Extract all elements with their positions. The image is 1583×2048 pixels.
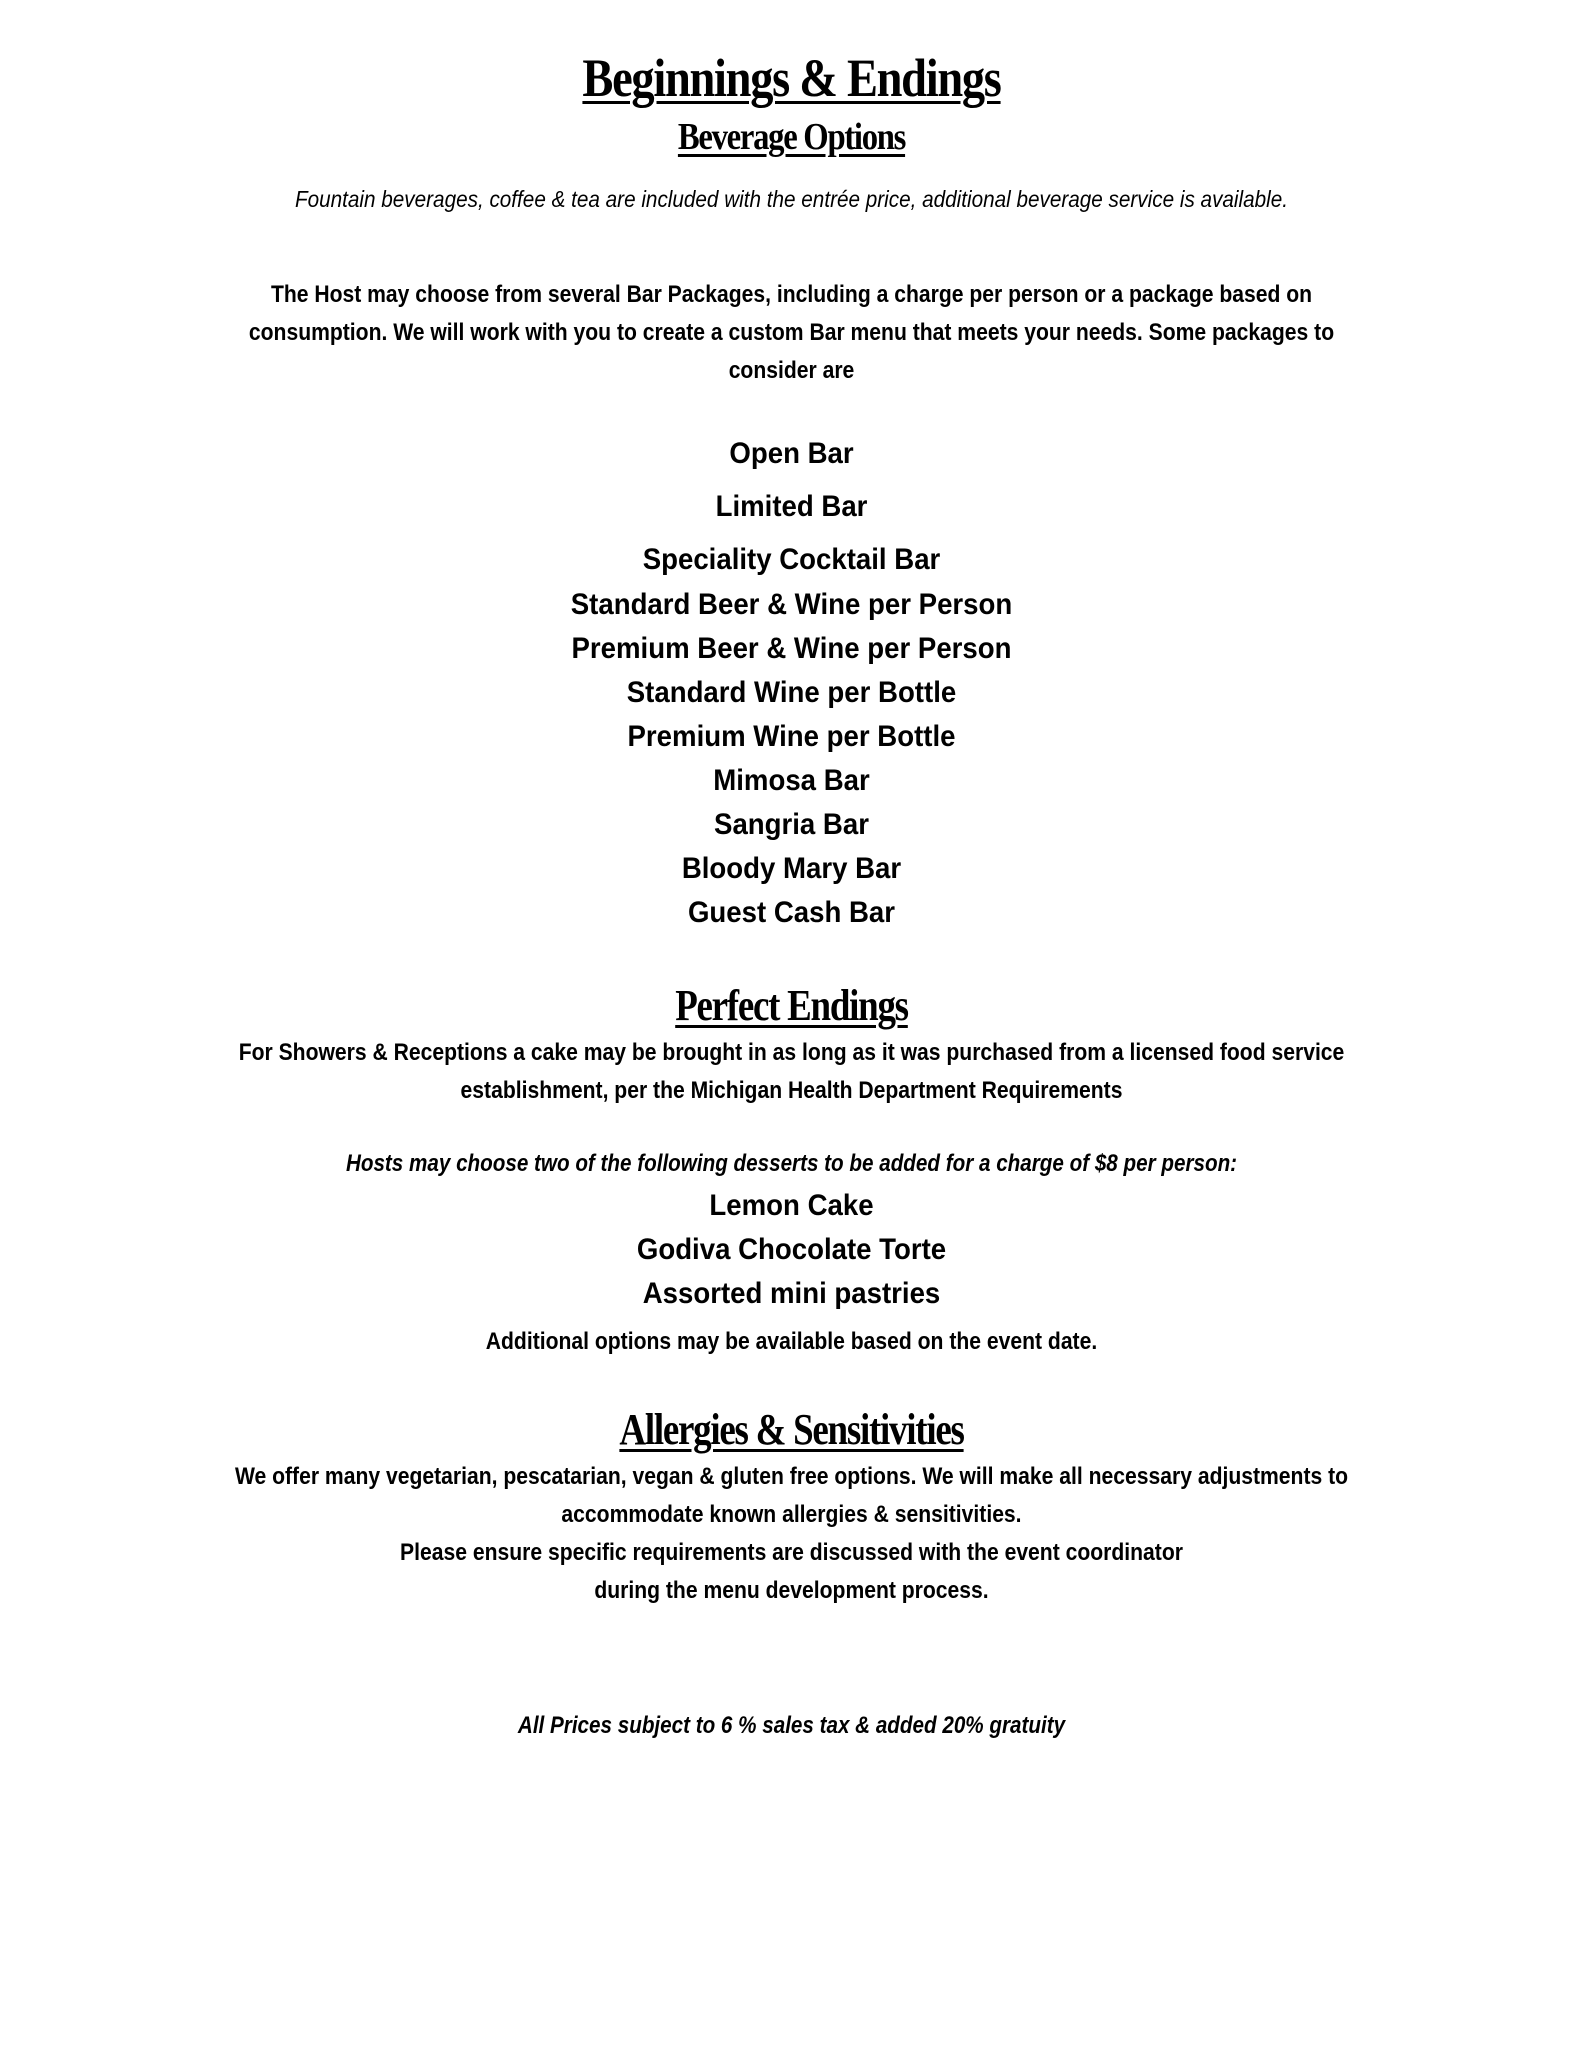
intro-line: The Host may choose from several Bar Packages, including a charge per person or a package based on <box>270 281 1313 308</box>
allergies-heading: Allergies & Sensitivities <box>619 1405 964 1454</box>
allergies-line: Please ensure specific requirements are discussed with the event coordinator <box>400 1539 1183 1566</box>
included-beverages-note: Fountain beverages, coffee & tea are included with the entrée price, additional beverage service is available. <box>294 186 1289 212</box>
allergies-line: during the menu development process. <box>594 1577 989 1604</box>
dessert-item: Lemon Cake <box>709 1189 874 1222</box>
allergies-line: We offer many vegetarian, pescatarian, vegan & gluten free options. We will make all necessary adjustments to <box>234 1463 1349 1490</box>
beverage-options-heading: Beverage Options <box>677 116 906 158</box>
bar-package-item: Premium Wine per Bottle <box>627 720 956 753</box>
intro-line: consider are <box>728 357 855 384</box>
bar-package-item: Guest Cash Bar <box>687 896 896 929</box>
perfect-endings-heading: Perfect Endings <box>675 981 908 1030</box>
bar-package-item: Speciality Cocktail Bar <box>642 543 941 576</box>
bar-package-item: Standard Wine per Bottle <box>626 676 957 709</box>
cake-policy-line: For Showers & Receptions a cake may be brought in as long as it was purchased from a licensed food service <box>238 1039 1345 1066</box>
page-title: Beginnings & Endings <box>582 48 1001 108</box>
allergies-line: accommodate known allergies & sensitivities. <box>561 1501 1022 1528</box>
bar-package-item: Sangria Bar <box>714 808 869 841</box>
additional-options-note: Additional options may be available based on the event date. <box>485 1328 1098 1355</box>
bar-package-item: Premium Beer & Wine per Person <box>571 632 1012 665</box>
dessert-offer-note: Hosts may choose two of the following desserts to be added for a charge of $8 per person: <box>345 1150 1238 1177</box>
bar-package-item: Open Bar <box>729 437 854 470</box>
dessert-item: Assorted mini pastries <box>642 1277 941 1310</box>
intro-line: consumption. We will work with you to create a custom Bar menu that meets your needs. Some packages to <box>248 319 1335 346</box>
bar-package-item: Standard Beer & Wine per Person <box>570 588 1013 621</box>
dessert-item: Godiva Chocolate Torte <box>636 1233 947 1266</box>
bar-package-item: Limited Bar <box>715 490 868 523</box>
cake-policy-line: establishment, per the Michigan Health Department Requirements <box>460 1077 1123 1104</box>
bar-package-item: Mimosa Bar <box>713 764 870 797</box>
bar-package-item: Bloody Mary Bar <box>681 852 902 885</box>
pricing-footer-note: All Prices subject to 6 % sales tax & added 20% gratuity <box>517 1712 1066 1739</box>
